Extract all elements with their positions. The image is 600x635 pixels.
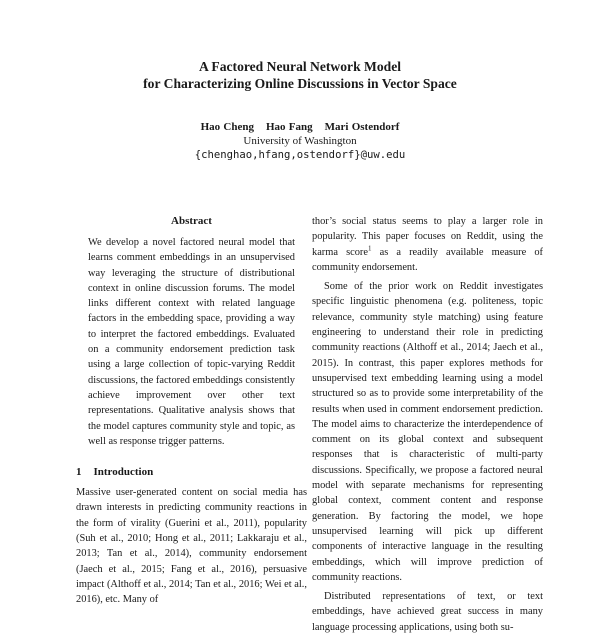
right-paragraph-2: Some of the prior work on Reddit investigates specific linguistic phenomena (e.g. politeness, topic relevance, community style matching) using feature engineering to understand their role in predicting community reactions (Althoff et al., 2014; Jaech et al., 2015). In contrast, this paper explores methods for unsupervised text embedding learning using a model structured so as to provide some interpretability of the results when used in comment endorsement prediction. The model aims to characterize the interdependence of comment on its global context and subsequent responses that is characteristic of multi-party discussions. Specifically, we propose a factored neural model with separate mechanisms for representing global context, comment content and response generation. By factoring the model, we hope unsupervised learning will pick up different components of interactive language in the resulting embeddings, which will improve prediction of community reactions. xyxy=(312,281,543,583)
right-column xyxy=(312,214,543,635)
abstract-heading: Abstract xyxy=(171,215,212,227)
left-column xyxy=(76,214,307,608)
title-line-2: for Characterizing Online Discussions in Vector Space xyxy=(143,76,457,91)
right-paragraph-1 xyxy=(312,214,543,275)
section-heading-introduction xyxy=(76,465,307,480)
affiliation: University of Washington xyxy=(243,135,357,147)
author-list xyxy=(0,120,600,134)
section-number: 1 xyxy=(76,466,82,479)
paper-title xyxy=(0,58,600,92)
author-name: Mari Ostendorf xyxy=(324,121,400,133)
paragraph-text: as a readily available measure of community endorsement. xyxy=(312,246,543,273)
author-name: Hao Fang xyxy=(265,121,313,133)
paragraph-text: thor’s social status seems to play a larger role in popularity. This paper focuses on Reddit, using the karma score xyxy=(312,216,543,258)
abstract-text: We develop a novel factored neural model that learns comment embeddings in an unsupervised way leveraging the structure of distributional context in online discussion forums. The model links different context with related language factors in the embedding space, providing a way to interpret the factored embeddings. Evaluated on a community endorsement prediction task using a large collection of topic-varying Reddit discussions, the factored embeddings consistently achieve improvement over other text representations. Qualitative analysis shows that the model captures community style and topic, as well as response trigger patterns. xyxy=(88,237,295,447)
section-title: Introduction xyxy=(93,466,154,479)
title-line-1: A Factored Neural Network Model xyxy=(198,59,402,74)
author-name: Hao Cheng xyxy=(200,121,254,133)
right-paragraph-3: Distributed representations of text, or text embeddings, have achieved great success in many language processing applications, using both su- xyxy=(312,591,543,633)
introduction-paragraph: Massive user-generated content on social media has drawn interests in predicting community reactions in the form of virality (Guerini et al., 2011), popularity (Suh et al., 2010; Hong et al., 2011; Lakkaraju et al., 2013; Tan et al., 2014), community endorsement (Jaech et al., 2015; Fang et al., 2016), persuasive impact (Althoff et al., 2014; Tan et al., 2016; Wei et al., 2016), etc. Many of xyxy=(76,487,307,606)
author-emails: {chenghao,hfang,ostendorf}@uw.edu xyxy=(194,149,406,161)
footnote-marker: 1 xyxy=(368,244,372,253)
